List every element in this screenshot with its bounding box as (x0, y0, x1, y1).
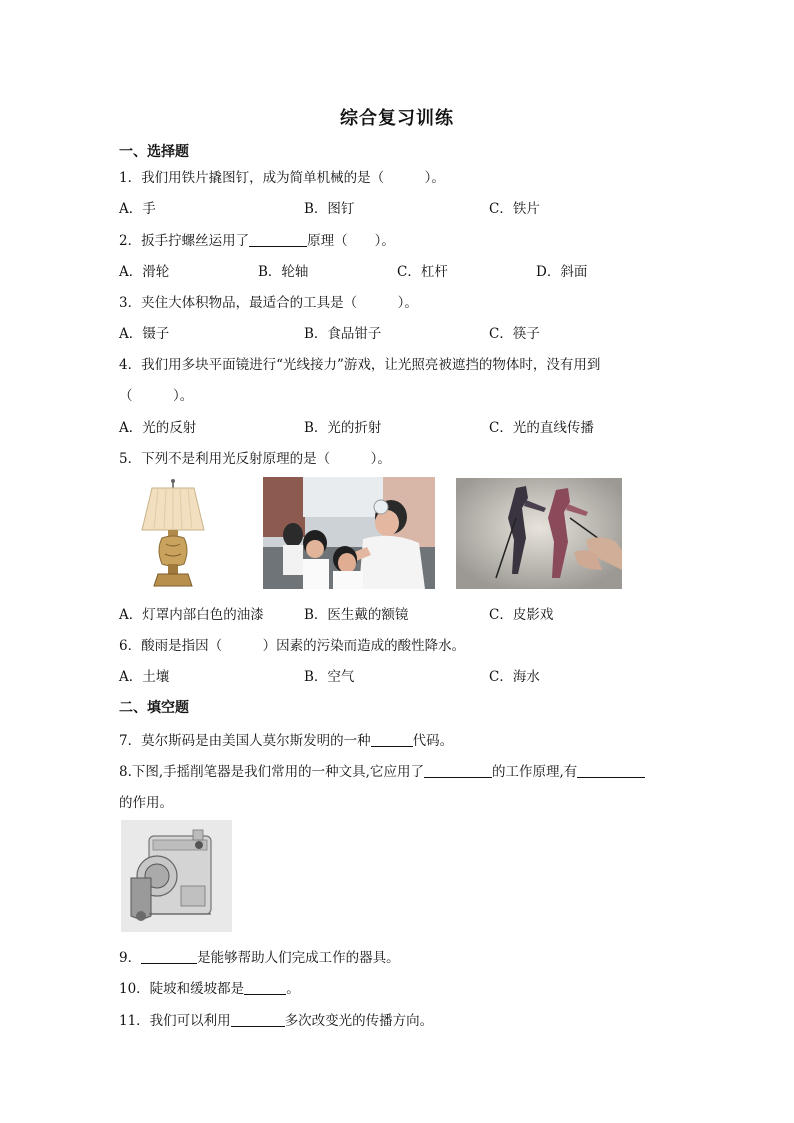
question-8-continued: 的作用。 (119, 795, 173, 811)
q8-blank-2 (577, 763, 645, 778)
question-3: 3．夹住大体积物品，最适合的工具是（ ）。 (119, 295, 418, 311)
question-10 (119, 977, 300, 997)
q2-option-c: C．杠杆 (397, 264, 448, 280)
shadow-puppet-image (456, 478, 622, 589)
q9-text-after: 是能够帮助人们完成工作的器具。 (197, 950, 400, 966)
question-4: 4．我们用多块平面镜进行“光线接力”游戏，让光照亮被遮挡的物体时，没有用到 (119, 357, 601, 373)
page-title: 综合复习训练 (340, 108, 454, 129)
q2-text-before: 2．扳手拧螺丝运用了 (119, 233, 250, 249)
q11-text-after: 多次改变光的传播方向。 (284, 1013, 434, 1029)
pencil-sharpener-image (121, 820, 232, 932)
doctor-head-mirror-image (263, 477, 435, 589)
q8-text-middle: 的工作原理,有 (491, 764, 578, 780)
q7-blank (371, 732, 413, 747)
q5-option-c: C．皮影戏 (489, 607, 554, 623)
q7-text-before: 7．莫尔斯码是由美国人莫尔斯发明的一种 (119, 733, 371, 749)
question-7 (119, 729, 453, 749)
q2-option-a: A．滑轮 (119, 264, 170, 280)
question-8 (119, 760, 645, 780)
q8-text-before: 8.下图,手摇削笔器是我们常用的一种文具,它应用了 (119, 764, 424, 780)
q3-option-b: B．食品钳子 (304, 326, 382, 342)
q2-text-after: 原理（ ）。 (307, 233, 395, 249)
q4-option-c: C．光的直线传播 (489, 420, 594, 436)
question-5: 5．下列不是利用光反射原理的是（ ）。 (119, 451, 391, 467)
q6-option-b: B．空气 (304, 669, 355, 685)
q1-option-a: A．手 (119, 201, 156, 217)
q2-option-b: B．轮轴 (258, 264, 309, 280)
question-11 (119, 1009, 433, 1029)
q9-number: 9． (119, 950, 142, 966)
q3-option-c: C．筷子 (489, 326, 540, 342)
q1-option-b: B．图钉 (304, 201, 355, 217)
q5-option-b: B．医生戴的额镜 (304, 607, 409, 623)
q6-option-c: C．海水 (489, 669, 540, 685)
q2-option-d: D．斜面 (536, 264, 588, 280)
q10-text-before: 10．陡坡和缓坡都是 (119, 981, 245, 997)
q9-blank (141, 949, 197, 964)
question-6: 6．酸雨是指因（ ）因素的污染而造成的酸性降水。 (119, 638, 466, 654)
q11-text-before: 11．我们可以利用 (119, 1013, 231, 1029)
q6-option-a: A．土壤 (119, 669, 170, 685)
q3-option-a: A．镊子 (119, 326, 170, 342)
q2-blank (249, 232, 307, 247)
q5-option-a: A．灯罩内部白色的油漆 (119, 607, 264, 623)
question-2 (119, 229, 395, 249)
q4-option-b: B．光的折射 (304, 420, 382, 436)
q8-blank-1 (424, 763, 492, 778)
q1-option-c: C．铁片 (489, 201, 540, 217)
question-1: 1．我们用铁片撬图钉，成为简单机械的是（ ）。 (119, 170, 445, 186)
question-9 (119, 946, 400, 966)
q10-blank (244, 980, 286, 995)
q7-text-after: 代码。 (412, 733, 454, 749)
q10-text-after: 。 (286, 981, 300, 997)
lamp-image (138, 478, 208, 590)
section-heading-fill-in: 二、填空题 (119, 700, 189, 716)
q4-option-a: A．光的反射 (119, 420, 197, 436)
q11-blank (231, 1012, 285, 1027)
question-4-continued: （ ）。 (119, 388, 194, 404)
section-heading-choice: 一、选择题 (119, 144, 189, 160)
